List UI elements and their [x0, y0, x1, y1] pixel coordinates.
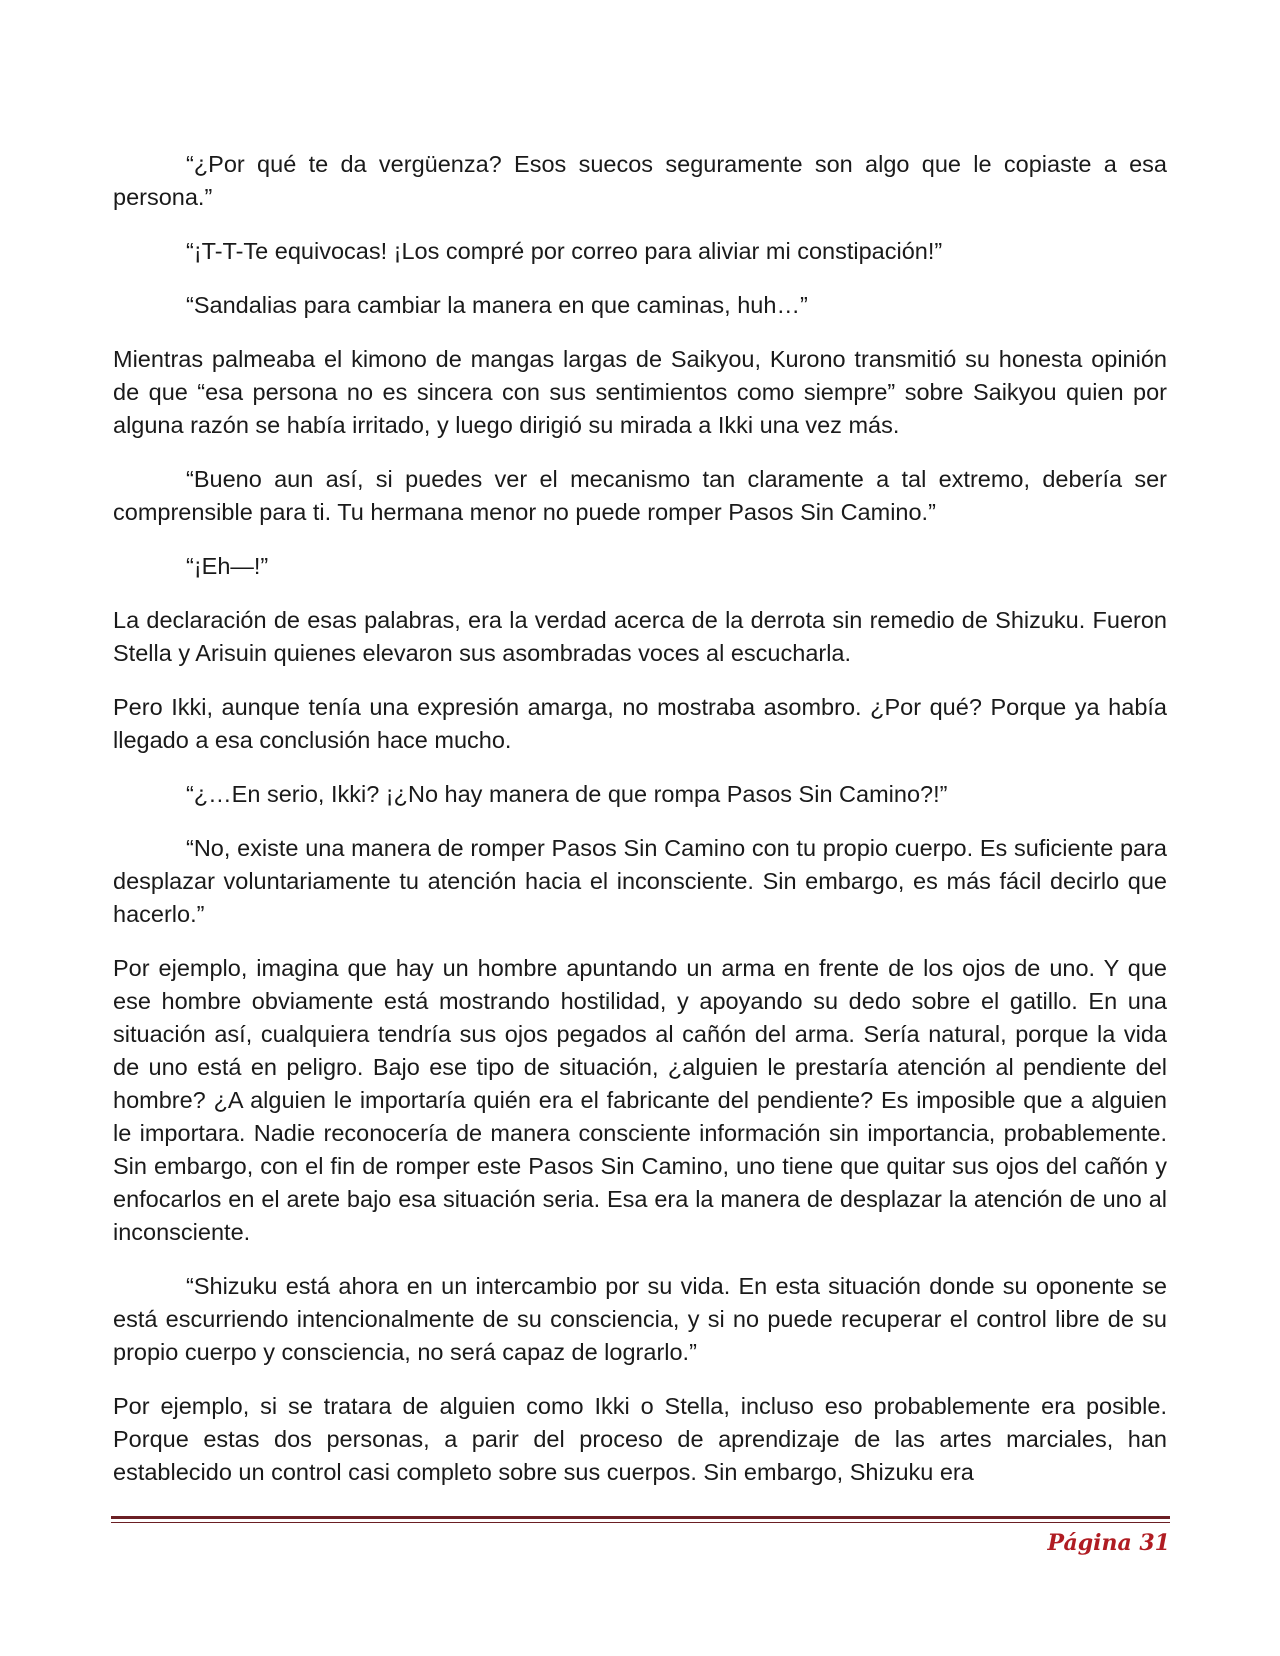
- paragraph: “No, existe una manera de romper Pasos Sin Camino con tu propio cuerpo. Es suficiente para desplazar voluntariamente tu atención hacia el inconsciente. Sin embargo, es más fácil decirlo que hacerlo.”: [113, 835, 1167, 927]
- paragraph: “Shizuku está ahora en un intercambio por su vida. En esta situación donde su oponente se está escurriendo intencionalmente de su consciencia, y si no puede recuperar el control libre de su propio cuerpo y consciencia, no será capaz de lograrlo.”: [113, 1273, 1167, 1365]
- paragraph: “¡T-T-Te equivocas! ¡Los compré por correo para aliviar mi constipación!”: [186, 238, 943, 264]
- footer-divider-thick: [111, 1516, 1170, 1519]
- footer-divider-thin: [111, 1522, 1170, 1523]
- paragraph: Por ejemplo, imagina que hay un hombre apuntando un arma en frente de los ojos de uno. Y que ese hombre obviamente está mostrando hostilidad, y apoyando su dedo sobre el gatillo. En una situación así, cualquiera tendría sus ojos pegados al cañón del arma. Sería natural, porque la vida de uno está en peligro. Bajo ese tipo de situación, ¿alguien le prestaría atención al pendiente del hombre? ¿A alguien le importaría quién era el fabricante del pendiente? Es imposible que a alguien le importara. Nadie reconocería de manera consciente información sin importancia, probablemente. Sin embargo, con el fin de romper este Pasos Sin Camino, uno tiene que quitar sus ojos del cañón y enfocarlos en el arete bajo esa situación seria. Esa era la manera de desplazar la atención de uno al inconsciente.: [113, 955, 1167, 1245]
- paragraph: “¡Eh—!”: [186, 553, 269, 579]
- footer-divider: [111, 1516, 1170, 1524]
- paragraph: La declaración de esas palabras, era la verdad acerca de la derrota sin remedio de Shizuku. Fueron Stella y Arisuin quienes elevaron sus asombradas voces al escucharla.: [113, 607, 1167, 666]
- page-number: Página 31: [1047, 1530, 1170, 1556]
- paragraph: “Sandalias para cambiar la manera en que caminas, huh…”: [186, 292, 808, 318]
- paragraph: Pero Ikki, aunque tenía una expresión amarga, no mostraba asombro. ¿Por qué? Porque ya había llegado a esa conclusión hace mucho.: [113, 694, 1167, 753]
- paragraph: Mientras palmeaba el kimono de mangas largas de Saikyou, Kurono transmitió su honesta opinión de que “esa persona no es sincera con sus sentimientos como siempre” sobre Saikyou quien por alguna razón se había irritado, y luego dirigió su mirada a Ikki una vez más.: [113, 346, 1167, 438]
- paragraph: “¿Por qué te da vergüenza? Esos suecos seguramente son algo que le copiaste a esa persona.”: [113, 151, 1167, 210]
- paragraph: “Bueno aun así, si puedes ver el mecanismo tan claramente a tal extremo, debería ser comprensible para ti. Tu hermana menor no puede romper Pasos Sin Camino.”: [113, 466, 1167, 525]
- paragraph: Por ejemplo, si se tratara de alguien como Ikki o Stella, incluso eso probablemente era posible. Porque estas dos personas, a parir del proceso de aprendizaje de las artes marciales, han establecido un control casi completo sobre sus cuerpos. Sin embargo, Shizuku era: [113, 1393, 1167, 1485]
- body-text: [113, 148, 1167, 1510]
- paragraph: “¿…En serio, Ikki? ¡¿No hay manera de que rompa Pasos Sin Camino?!”: [186, 781, 948, 807]
